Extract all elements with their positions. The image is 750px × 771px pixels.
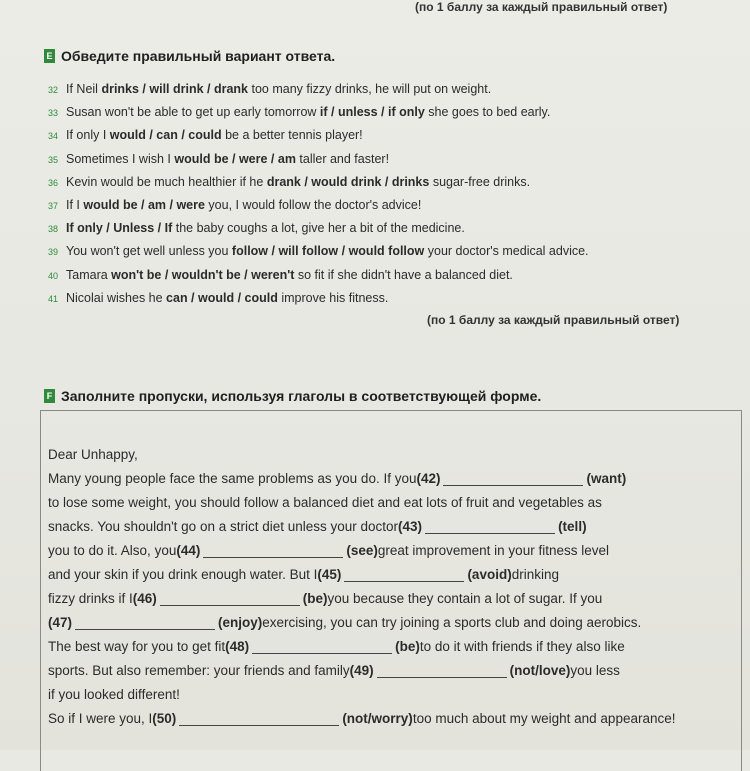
question-number: 35 (48, 154, 59, 165)
question-text: If only I (66, 128, 110, 143)
exercise-e-header (44, 48, 335, 64)
answer-options[interactable]: won't be / wouldn't be / weren't (111, 267, 295, 282)
question-row (48, 152, 728, 175)
gap-number: (49) (349, 663, 374, 678)
answer-options[interactable]: if / unless / if only (319, 105, 425, 120)
gap-verb-hint: (avoid) (467, 567, 512, 582)
question-text: your doctor's medical advice. (424, 244, 589, 259)
exercise-f-badge: F (44, 389, 55, 403)
gap-verb-hint: (be) (395, 639, 420, 654)
letter-text-segment: exercising, you can try joining a sports club and doing aerobics. (262, 615, 642, 630)
letter-line (48, 462, 738, 486)
letter-text-segment: you less (570, 663, 620, 678)
answer-options[interactable]: follow / will follow / would follow (231, 244, 425, 259)
question-text: sugar-free drinks. (429, 174, 531, 189)
exercise-f-title: Заполните пропуски, используя глаголы в соответствующей форме. (61, 388, 542, 404)
question-row (48, 175, 728, 198)
letter-text (48, 438, 738, 726)
letter-text-segment: if you looked different! (48, 687, 180, 702)
gap-blank[interactable] (425, 521, 555, 534)
question-text: If Neil (66, 82, 102, 96)
gap-verb-hint: (not/love) (509, 663, 571, 678)
letter-text-segment: you because they contain a lot of sugar. If you (327, 591, 603, 606)
gap-number: (46) (132, 591, 157, 606)
question-text: improve his fitness. (277, 290, 389, 305)
gap-number: (47) (48, 615, 73, 630)
question-row (48, 82, 728, 105)
letter-text-segment: snacks. You shouldn't go on a strict diet unless your doctor (48, 519, 399, 534)
letter-text-segment: to lose some weight, you should follow a balanced diet and eat lots of fruit and vegetables as (48, 495, 602, 510)
gap-number: (44) (176, 543, 201, 558)
answer-options[interactable]: drank / would drink / drinks (266, 174, 430, 189)
question-number: 37 (48, 200, 59, 211)
exercise-e-title: Обведите правильный вариант ответа. (61, 48, 336, 64)
answer-options[interactable]: If only / Unless / If (66, 221, 173, 236)
letter-text-segment: So if I were you, I (48, 711, 153, 726)
top-score-note: (по 1 баллу за каждый правильный ответ) (415, 0, 668, 14)
letter-text-segment: drinking (511, 567, 559, 582)
question-number: 38 (48, 224, 59, 235)
question-text: the baby coughs a lot, give her a bit of the medicine. (172, 221, 465, 236)
letter-text-segment: to do it with friends if they also like (419, 639, 625, 654)
question-number: 32 (48, 85, 59, 95)
answer-options[interactable]: would be / am / were (83, 197, 205, 212)
gap-blank[interactable] (252, 641, 392, 654)
gap-blank[interactable] (160, 593, 300, 606)
question-text: If I (66, 197, 84, 212)
gap-number: (50) (152, 711, 177, 726)
question-text: she goes to bed early. (424, 105, 551, 120)
exercise-e-badge: E (44, 49, 55, 63)
answer-options[interactable]: would be / were / am (174, 151, 296, 166)
question-text: you, I would follow the doctor's advice! (204, 197, 422, 212)
question-text: taller and faster! (295, 151, 390, 166)
gap-number: (48) (225, 639, 250, 654)
gap-verb-hint: (tell) (558, 519, 587, 534)
question-number: 39 (48, 247, 59, 258)
question-text: Sometimes I wish I (66, 151, 175, 166)
question-row (48, 268, 728, 291)
exercise-f-header (44, 388, 541, 404)
gap-verb-hint: (see) (346, 543, 378, 558)
answer-options[interactable]: would / can / could (109, 128, 222, 143)
letter-text-segment: sports. But also remember: your friends and family (48, 663, 350, 678)
letter-line (48, 438, 738, 462)
question-text: too many fizzy drinks, he will put on weight. (248, 82, 492, 96)
gap-blank[interactable] (75, 617, 215, 630)
exercise-e-questions (48, 82, 728, 314)
question-number: 33 (48, 108, 59, 119)
question-row (48, 128, 728, 151)
question-row (48, 198, 728, 221)
letter-greeting: Dear Unhappy, (48, 447, 138, 462)
gap-blank[interactable] (179, 713, 339, 726)
question-row (48, 244, 728, 267)
question-row (48, 221, 728, 244)
letter-line (48, 606, 738, 630)
exercise-e-score-note: (по 1 баллу за каждый правильный ответ) (427, 313, 680, 327)
letter-line (48, 534, 738, 558)
letter-text-segment: you to do it. Also, you (48, 543, 177, 558)
letter-text-segment: fizzy drinks if I (48, 591, 133, 606)
question-text: Tamara (66, 267, 112, 282)
question-number: 36 (48, 177, 59, 188)
question-number: 41 (48, 293, 59, 304)
question-number: 40 (48, 270, 59, 281)
letter-line (48, 558, 738, 582)
letter-text-segment: great improvement in your fitness level (377, 543, 609, 558)
letter-line (48, 510, 738, 534)
letter-line (48, 486, 738, 510)
gap-verb-hint: (enjoy) (218, 615, 263, 630)
question-row (48, 291, 728, 314)
gap-blank[interactable] (443, 473, 583, 486)
question-text: so fit if she didn't have a balanced diet. (294, 267, 513, 282)
letter-text-segment: and your skin if you drink enough water. But I (48, 567, 318, 582)
question-text: Kevin would be much healthier if he (66, 174, 267, 189)
gap-blank[interactable] (377, 665, 507, 678)
letter-line (48, 678, 738, 702)
letter-line (48, 702, 738, 726)
question-text: Nicolai wishes he (66, 290, 167, 305)
question-row (48, 105, 728, 128)
question-text: be a better tennis player! (221, 128, 363, 143)
gap-number: (42) (416, 471, 441, 486)
gap-blank[interactable] (203, 545, 343, 558)
answer-options[interactable]: can / would / could (166, 290, 278, 305)
question-text: You won't get well unless you (66, 244, 232, 259)
gap-verb-hint: (want) (586, 471, 627, 486)
gap-number: (43) (398, 519, 423, 534)
letter-text-segment: The best way for you to get fit (48, 639, 226, 654)
letter-text-segment: Many young people face the same problems as you do. If you (48, 471, 417, 486)
letter-line (48, 630, 738, 654)
question-text: Susan won't be able to get up early tomorrow (66, 105, 320, 120)
question-number: 34 (48, 131, 59, 142)
gap-verb-hint: (be) (302, 591, 328, 606)
letter-line (48, 582, 738, 606)
letter-line (48, 654, 738, 678)
gap-verb-hint: (not/worry) (342, 711, 413, 726)
gap-blank[interactable] (344, 569, 464, 582)
letter-text-segment: too much about my weight and appearance! (412, 711, 676, 726)
gap-number: (45) (317, 567, 342, 582)
answer-options[interactable]: drinks / will drink / drank (101, 82, 249, 96)
